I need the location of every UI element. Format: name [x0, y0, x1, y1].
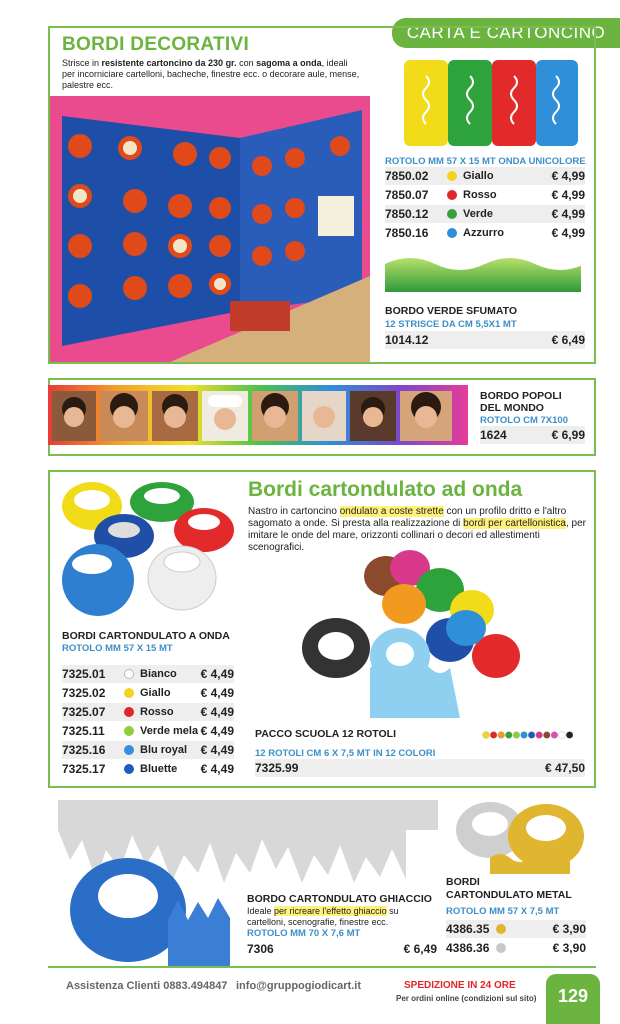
cartondulato-row: 7325.02 Giallo € 4,49 — [62, 684, 234, 703]
onda-row: 7850.12 Verde € 4,99 — [385, 205, 585, 224]
ghiaccio-row: 7306 € 6,49 — [247, 940, 437, 959]
cartondulato-row: 7325.16 Blu royal € 4,49 — [62, 741, 234, 760]
pacco-color-dot — [543, 732, 550, 739]
pacco-color-dot — [490, 732, 497, 739]
pacco-row: 7325.99 € 47,50 — [255, 759, 585, 778]
metal-row: 4386.35 € 3,90 — [446, 920, 586, 939]
ghiaccio-sub: ROTOLO MM 70 X 7,6 MT — [247, 928, 361, 939]
blue-dot — [447, 228, 457, 238]
pacco-color-dot — [498, 732, 505, 739]
cartondulato-list — [62, 665, 234, 779]
popoli-sub: ROTOLO CM 7X100 — [480, 415, 568, 426]
sfumato-photo — [385, 252, 581, 292]
footer-email[interactable]: info@gruppogiodicart.it — [236, 980, 361, 992]
decorativi-desc: Strisce in resistente cartoncino da 230 gr. con sagoma a onda, ideali per incorniciare cartelloni, bacheche, finestre ecc. o decorare aule, mense, palestre ecc. — [62, 58, 360, 90]
gold-dot — [496, 924, 506, 934]
ghiaccio-desc: Ideale per ricreare l'effetto ghiaccio su cartelloni, scenografie, finestre ecc. — [247, 906, 399, 927]
yellow-dot — [124, 688, 134, 698]
metal-sub: ROTOLO MM 57 X 7,5 MT — [446, 906, 560, 917]
pacco-color-dot — [551, 732, 558, 739]
metal-title-line1: BORDI — [446, 876, 480, 888]
ghiaccio-title: BORDO CARTONDULATO GHIACCIO — [247, 893, 432, 905]
pacco-color-dot — [536, 732, 543, 739]
pacco-sub: 12 ROTOLI CM 6 X 7,5 MT IN 12 COLORI — [255, 748, 436, 759]
onda-label: ROTOLO MM 57 X 15 MT ONDA UNICOLORE — [385, 156, 586, 167]
red-dot — [124, 707, 134, 717]
pacco-color-dots — [482, 730, 578, 740]
cartondulato-desc: Nastro in cartoncino ondulato a coste strette con un profilo dritto e l'altro sagomato a onde. Si presta alla realizzazione di bordi per cartellonistica, per imitare le onde del mare, orizzonti collinari o decori ed allestimenti scenografici. — [248, 506, 586, 553]
red-dot — [447, 190, 457, 200]
pacco-color-dot — [505, 732, 512, 739]
metal-photo — [450, 796, 590, 874]
yellow-dot — [447, 171, 457, 181]
metal-row: 4386.36 € 3,90 — [446, 939, 586, 958]
sfumato-row: 1014.12 € 6,49 — [385, 331, 585, 350]
cartondulato-title: Bordi cartondulato ad onda — [248, 478, 523, 501]
cartondulato-row: 7325.01 Bianco € 4,49 — [62, 665, 234, 684]
cartondulato-row: 7325.07 Rosso € 4,49 — [62, 703, 234, 722]
cartondulato-row: 7325.17 Bluette € 4,49 — [62, 760, 234, 779]
popoli-row: 1624 € 6,99 — [480, 426, 585, 445]
footer-spedizione-note: Per ordini online (condizioni sul sito) — [396, 994, 537, 1003]
pacco-color-dot — [566, 732, 573, 739]
onda-row: 7850.07 Rosso € 4,99 — [385, 186, 585, 205]
pacco-color-dot — [528, 732, 535, 739]
onda-row: 7850.16 Azzurro € 4,99 — [385, 224, 585, 243]
metal-list — [446, 920, 586, 958]
cartondulato-rolls-photo — [58, 478, 238, 620]
decorativi-title: BORDI DECORATIVI — [62, 34, 250, 55]
white-dot — [124, 669, 134, 679]
bluette-dot — [124, 764, 134, 774]
classroom-photo — [50, 96, 370, 362]
sfumato-sub: 12 STRISCE DA CM 5,5X1 MT — [385, 319, 517, 330]
cartondulato-list-sub: ROTOLO MM 57 X 15 MT — [62, 643, 173, 654]
pacco-color-dot — [559, 732, 566, 739]
onda-list — [385, 167, 585, 243]
page-number: 129 — [546, 974, 600, 1024]
cartondulato-list-title: BORDI CARTONDULATO A ONDA — [62, 630, 230, 642]
footer-spedizione: SPEDIZIONE IN 24 ORE — [404, 980, 516, 991]
pacco-title: PACCO SCUOLA 12 ROTOLI — [255, 728, 396, 740]
onda-row: 7850.02 Giallo € 4,99 — [385, 167, 585, 186]
metal-title-line2: CARTONDULATO METAL — [446, 889, 572, 901]
pacco-color-dot — [521, 732, 528, 739]
cartondulato-row: 7325.11 Verde mela € 4,49 — [62, 722, 234, 741]
royal-blue-dot — [124, 745, 134, 755]
pacco-color-dot — [483, 732, 490, 739]
pacco-color-dot — [513, 732, 520, 739]
onda-rolls-photo — [400, 56, 580, 151]
category-tag: CARTA E CARTONCINO — [392, 18, 620, 48]
pacco-rolls-photo — [300, 548, 540, 718]
apple-green-dot — [124, 726, 134, 736]
footer-divider — [48, 966, 596, 968]
silver-dot — [496, 943, 506, 953]
popoli-title: BORDO POPOLI DEL MONDO — [480, 390, 562, 414]
green-dot — [447, 209, 457, 219]
faces-strip-photo — [48, 385, 468, 445]
footer-assistenza: Assistenza Clienti 0883.494847 — [66, 980, 228, 992]
sfumato-title: BORDO VERDE SFUMATO — [385, 305, 518, 317]
